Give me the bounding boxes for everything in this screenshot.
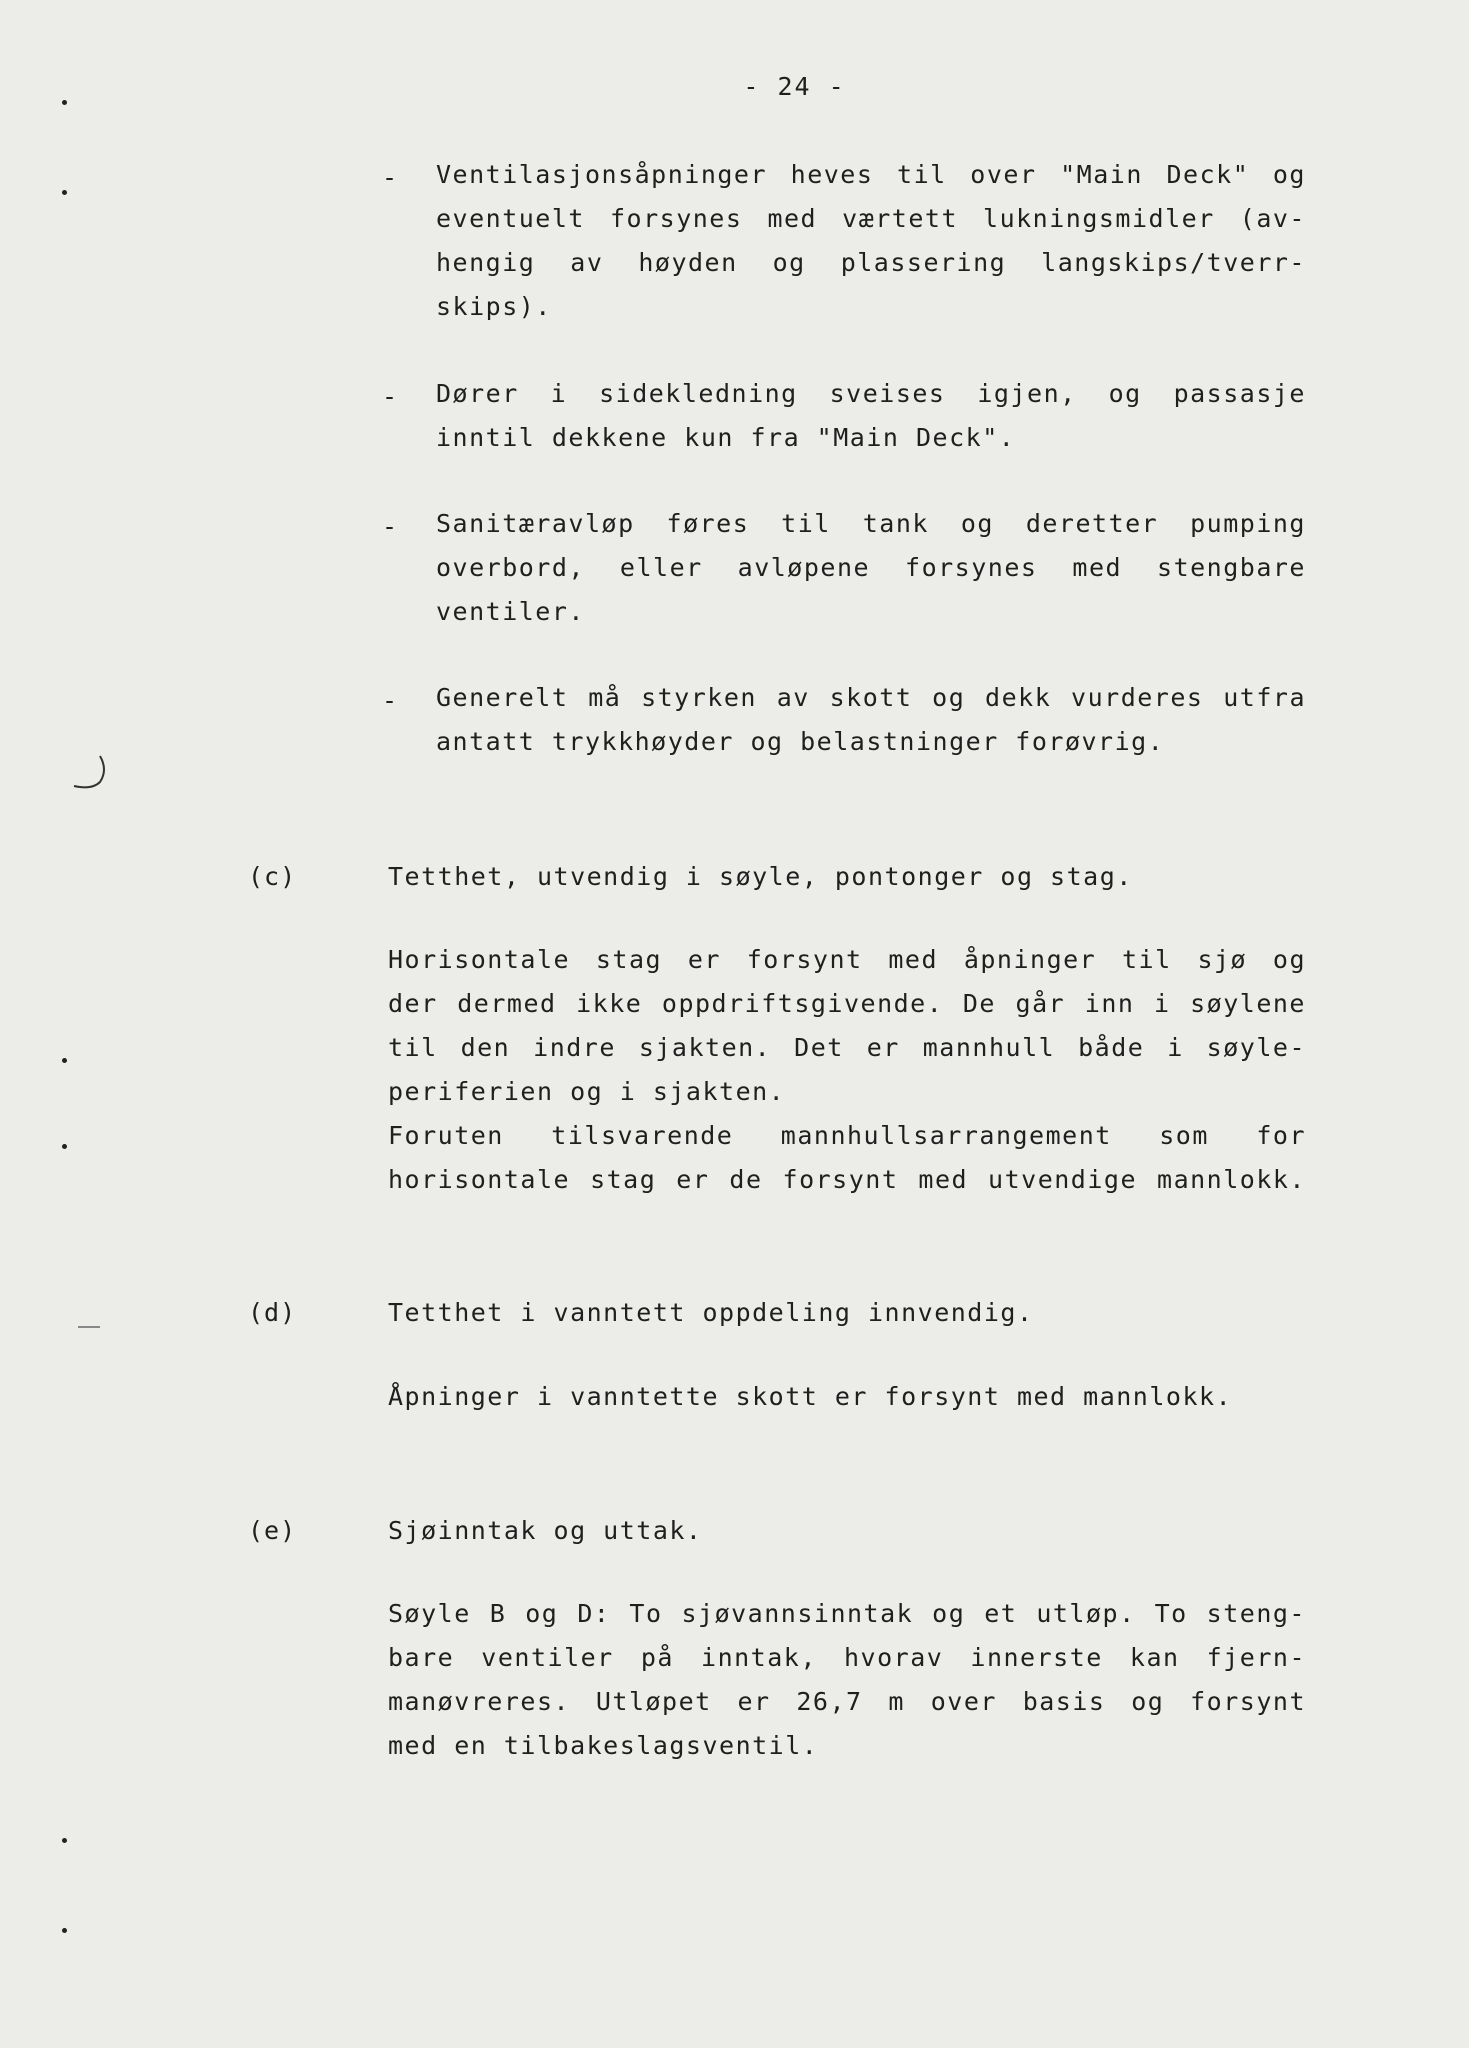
text-line: overbord, eller avløpene forsynes med stengbare [436, 553, 1306, 582]
text-line: ventiler. [436, 597, 585, 626]
binding-hole-mark [62, 1144, 67, 1149]
text-line: Generelt må styrken av skott og dekk vurderes utfra [436, 683, 1306, 712]
bullet-dash: - [382, 163, 398, 192]
section-heading-d: Tetthet i vanntett oppdeling innvendig. [388, 1298, 1034, 1327]
text-line: inntil dekkene kun fra "Main Deck". [436, 423, 1016, 452]
binding-hole-mark [62, 100, 67, 105]
text-line: Horisontale stag er forsynt med åpninger til sjø og [388, 945, 1306, 974]
text-line: der dermed ikke oppdriftsgivende. De går inn i søylene [388, 989, 1306, 1018]
text-line: horisontale stag er de forsynt med utvendige mannlokk. [388, 1165, 1306, 1194]
bullet-dash: - [382, 686, 398, 715]
text-line: hengig av høyden og plassering langskips/tverr- [436, 248, 1306, 277]
section-label-c: (c) [248, 862, 297, 891]
section-heading-e: Sjøinntak og uttak. [388, 1516, 703, 1545]
bullet-dash: - [382, 382, 398, 411]
text-line: skips). [436, 292, 552, 321]
bullet-text-ventilation [436, 153, 1306, 329]
binding-hole-mark [62, 1838, 67, 1843]
binding-hole-mark [62, 190, 67, 195]
text-line: periferien og i sjakten. [388, 1077, 786, 1106]
section-paragraph-d [388, 1375, 1306, 1419]
text-line: Foruten tilsvarende mannhullsarrangement som for [388, 1121, 1306, 1150]
text-line: Dører i sidekledning sveises igjen, og passasje [436, 379, 1306, 408]
binding-hole-mark [62, 1058, 67, 1063]
section-label-d: (d) [248, 1298, 297, 1327]
page-number: - 24 - [743, 72, 846, 101]
section-heading-c: Tetthet, utvendig i søyle, pontonger og stag. [388, 862, 1133, 891]
bullet-text-doors [436, 372, 1306, 460]
text-line: Sanitæravløp føres til tank og deretter pumping [436, 509, 1306, 538]
scan-tick-mark [78, 1326, 100, 1328]
text-line: til den indre sjakten. Det er mannhull både i søyle- [388, 1033, 1306, 1062]
section-label-e: (e) [248, 1516, 297, 1545]
bullet-text-sanitary [436, 502, 1306, 634]
binding-hole-mark [62, 1928, 67, 1933]
section-paragraph-e [388, 1592, 1306, 1768]
text-line: med en tilbakeslagsventil. [388, 1731, 819, 1760]
text-line: Søyle B og D: To sjøvannsinntak og et utløp. To steng- [388, 1599, 1306, 1628]
text-line: eventuelt forsynes med værtett lukningsmidler (av- [436, 204, 1306, 233]
text-line: manøvreres. Utløpet er 26,7 m over basis og forsynt [388, 1687, 1306, 1716]
section-paragraph-c [388, 938, 1306, 1202]
text-line: antatt trykkhøyder og belastninger forøvrig. [436, 727, 1165, 756]
bullet-dash: - [382, 512, 398, 541]
text-line: Åpninger i vanntette skott er forsynt med mannlokk. [388, 1382, 1233, 1411]
scan-bracket-mark [70, 752, 110, 792]
text-line: bare ventiler på inntak, hvorav innerste kan fjern- [388, 1643, 1306, 1672]
bullet-text-strength [436, 676, 1306, 764]
text-line: Ventilasjonsåpninger heves til over "Main Deck" og [436, 160, 1306, 189]
